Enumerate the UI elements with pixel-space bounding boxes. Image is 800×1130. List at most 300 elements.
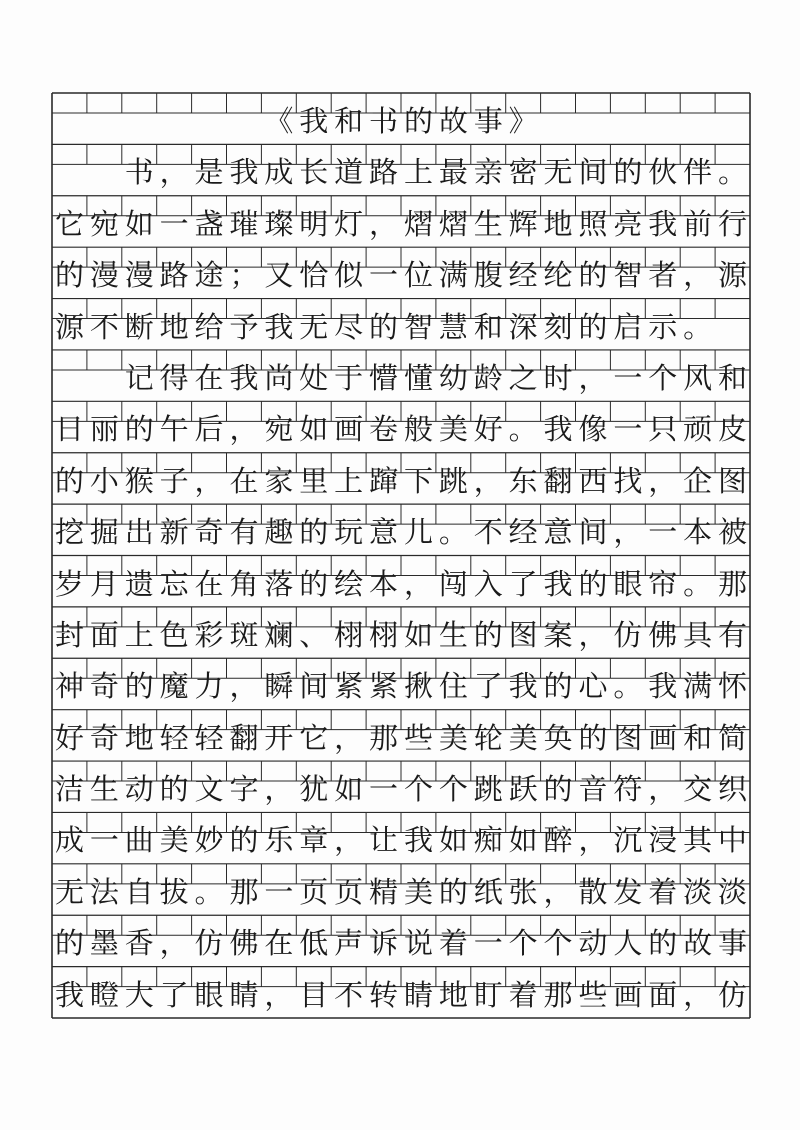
paragraph-2-char: 法 (89, 874, 119, 909)
paragraph-2-char: 只 (648, 412, 678, 447)
paragraph-2-char: 。 (194, 874, 224, 909)
paragraph-2-char: 神 (54, 669, 84, 704)
paragraph-2-char: 小 (89, 463, 119, 498)
paragraph-2-char: 精 (369, 874, 399, 909)
paragraph-2-char: ， (334, 823, 364, 858)
paragraph-2-char: 犹 (299, 772, 329, 807)
paragraph-1-char: 慧 (438, 309, 468, 344)
paragraph-2-char: 之 (508, 360, 538, 395)
paragraph-2-char: 的 (54, 926, 84, 961)
paragraph-2-char: 我 (229, 360, 259, 395)
paragraph-2-char: 画 (648, 720, 678, 755)
paragraph-2-char: 绘 (334, 566, 364, 601)
paragraph-2-char: 美 (508, 720, 538, 755)
paragraph-2-char: 跳 (438, 463, 468, 498)
paragraph-2-char: 自 (124, 874, 154, 909)
paragraph-2-char: ， (264, 977, 294, 1012)
paragraph-2-char: 些 (403, 720, 433, 755)
paragraph-2-char: 忘 (159, 566, 189, 601)
paragraph-1-char: 熠 (403, 206, 433, 241)
paragraph-2-char: 纸 (473, 874, 503, 909)
paragraph-2-char: 午 (159, 412, 189, 447)
paragraph-2-char: 经 (508, 515, 538, 550)
paragraph-2-char: 闯 (438, 566, 468, 601)
paragraph-1-char: 宛 (89, 206, 119, 241)
paragraph-2-char: 下 (403, 463, 433, 498)
paragraph-1-char: 无 (543, 155, 573, 190)
paragraph-2-char: 间 (578, 515, 608, 550)
paragraph-2-char: 满 (683, 669, 713, 704)
paragraph-1-char: 最 (438, 155, 468, 190)
paragraph-2-char: ， (648, 463, 678, 498)
paragraph-2-char: 中 (718, 823, 748, 858)
paragraph-2-char: ， (334, 720, 364, 755)
paragraph-2-char: 的 (578, 566, 608, 601)
paragraph-2-char: 力 (194, 669, 224, 704)
paragraph-2-char: 发 (613, 874, 643, 909)
paragraph-2-char: 面 (648, 977, 678, 1012)
paragraph-2-char: ， (578, 617, 608, 652)
paragraph-2-char: 故 (683, 926, 713, 961)
paragraph-2-char: 在 (229, 463, 259, 498)
paragraph-2-char: 我 (508, 669, 538, 704)
paragraph-2-char: 着 (508, 977, 538, 1012)
paragraph-2-char: 散 (578, 874, 608, 909)
paragraph-1-char: 的 (369, 309, 399, 344)
paragraph-2-char: 眼 (613, 566, 643, 601)
paragraph-1-char: ， (683, 258, 713, 293)
paragraph-2-char: 被 (718, 515, 748, 550)
paragraph-1-char: 我 (229, 155, 259, 190)
title-char: 的 (403, 104, 433, 138)
paragraph-1-char: 的 (54, 258, 84, 293)
paragraph-2-char: ， (578, 823, 608, 858)
paragraph-2-char: 如 (334, 772, 364, 807)
paragraph-2-char: 岁 (54, 566, 84, 601)
paragraph-2-char: 出 (124, 515, 154, 550)
paragraph-2-char: 醉 (543, 823, 573, 858)
paragraph-2-char: 拔 (159, 874, 189, 909)
paragraph-2-char: 仿 (718, 977, 748, 1012)
paragraph-2-char: 字 (229, 772, 259, 807)
paragraph-2-char: 一 (369, 772, 399, 807)
paragraph-2-char: 在 (194, 360, 224, 395)
paragraph-2-char: 。 (438, 515, 468, 550)
paragraph-2-char: 的 (299, 566, 329, 601)
paragraph-2-char: 美 (438, 412, 468, 447)
paragraph-2-char: 简 (718, 720, 748, 755)
paragraph-2-char: 说 (403, 926, 433, 961)
paragraph-2-char: ， (473, 463, 503, 498)
paragraph-2-char: 画 (613, 977, 643, 1012)
paragraph-2-char: 佛 (229, 926, 259, 961)
paragraph-1-char: 给 (194, 309, 224, 344)
paragraph-1-char: 启 (613, 309, 643, 344)
paragraph-2-char: 成 (54, 823, 84, 858)
paragraph-2-char: 丽 (89, 412, 119, 447)
paragraph-1-char: 长 (299, 155, 329, 190)
paragraph-2-char: 意 (369, 515, 399, 550)
paragraph-2-char: 日 (54, 412, 84, 447)
paragraph-2-char: 栩 (334, 617, 364, 652)
paragraph-2-char: 个 (438, 772, 468, 807)
paragraph-2-char: 的 (299, 515, 329, 550)
paragraph-2-char: 个 (648, 360, 678, 395)
paragraph-1-char: 灯 (334, 206, 364, 241)
paragraph-2-char: 的 (124, 669, 154, 704)
paragraph-2-char: 紧 (334, 669, 364, 704)
paragraph-2-char: 如 (403, 617, 433, 652)
paragraph-1-char: 如 (124, 206, 154, 241)
paragraph-2-char: 皮 (718, 412, 748, 447)
paragraph-1-char: 和 (473, 309, 503, 344)
paragraph-2-char: 紧 (369, 669, 399, 704)
paragraph-2-char: 心 (578, 669, 608, 704)
paragraph-2-char: 魔 (159, 669, 189, 704)
paragraph-2-char: 的 (438, 874, 468, 909)
paragraph-2-char: 上 (334, 463, 364, 498)
paragraph-2-char: 一 (473, 926, 503, 961)
paragraph-2-char: 不 (473, 515, 503, 550)
paragraph-2-char: 本 (683, 515, 713, 550)
paragraph-2-char: 面 (89, 617, 119, 652)
paragraph-2-char: 住 (438, 669, 468, 704)
paragraph-2-char: 蹿 (369, 463, 399, 498)
paragraph-2-char: 那 (229, 874, 259, 909)
paragraph-2-char: 妙 (194, 823, 224, 858)
paragraph-1-char: 不 (89, 309, 119, 344)
paragraph-1-char: 示 (648, 309, 678, 344)
paragraph-2-char: 轻 (194, 720, 224, 755)
paragraph-2-char: 文 (194, 772, 224, 807)
paragraph-2-char: 落 (264, 566, 294, 601)
paragraph-2-char: 事 (718, 926, 748, 961)
paragraph-2-char: 我 (543, 566, 573, 601)
paragraph-2-char: 宛 (264, 412, 294, 447)
paragraph-1-char: 纶 (543, 258, 573, 293)
paragraph-2-char: 个 (543, 926, 573, 961)
title-char: 故 (438, 104, 468, 138)
paragraph-2-char: 龄 (473, 360, 503, 395)
paragraph-2-char: ， (683, 977, 713, 1012)
paragraph-2-char: 沉 (613, 823, 643, 858)
paragraph-2-char: 有 (718, 617, 748, 652)
paragraph-2-char: 的 (54, 463, 84, 498)
paragraph-2-char: 、 (299, 617, 329, 652)
paragraph-1-char: 璀 (229, 206, 259, 241)
paragraph-1-char: 亲 (473, 155, 503, 190)
paragraph-2-char: 它 (299, 720, 329, 755)
paragraph-2-char: 斓 (264, 617, 294, 652)
paragraph-1-char: 亮 (613, 206, 643, 241)
paragraph-2-char: 奂 (543, 720, 573, 755)
paragraph-1-char: 上 (403, 155, 433, 190)
paragraph-2-char: 一 (648, 515, 678, 550)
paragraph-2-char: 好 (473, 412, 503, 447)
paragraph-2-char: 的 (229, 823, 259, 858)
paragraph-2-char: 色 (159, 617, 189, 652)
paragraph-2-char: 了 (159, 977, 189, 1012)
paragraph-2-char: 低 (299, 926, 329, 961)
paragraph-1-char: 一 (159, 206, 189, 241)
paragraph-2-char: 的 (473, 617, 503, 652)
paragraph-2-char: 的 (578, 720, 608, 755)
paragraph-2-char: 交 (683, 772, 713, 807)
paragraph-2-char: 像 (578, 412, 608, 447)
paragraph-2-char: 浸 (648, 823, 678, 858)
paragraph-2-char: 。 (683, 566, 713, 601)
paragraph-1-char: 断 (124, 309, 154, 344)
paragraph-1-char: 者 (648, 258, 678, 293)
paragraph-2-char: ， (264, 772, 294, 807)
paragraph-2-char: 角 (229, 566, 259, 601)
paragraph-1-char: 伙 (648, 155, 678, 190)
paragraph-2-char: 在 (194, 566, 224, 601)
paragraph-2-char: 时 (543, 360, 573, 395)
paragraph-2-char: 页 (334, 874, 364, 909)
paragraph-2-char: 封 (54, 617, 84, 652)
paragraph-2-char: 斑 (229, 617, 259, 652)
title-char: 《 (264, 104, 294, 138)
paragraph-2-char: 了 (473, 669, 503, 704)
title-char: 书 (369, 104, 399, 138)
paragraph-2-char: 怀 (718, 669, 748, 704)
paragraph-1-char: 书 (124, 155, 154, 190)
paragraph-2-char: 一 (613, 412, 643, 447)
paragraph-2-char: 一 (613, 360, 643, 395)
paragraph-2-char: 卷 (369, 412, 399, 447)
paragraph-2-char: 后 (194, 412, 224, 447)
paragraph-2-char: 和 (718, 360, 748, 395)
paragraph-2-char: 懵 (369, 360, 399, 395)
paragraph-2-char: 美 (159, 823, 189, 858)
paragraph-2-char: 。 (508, 412, 538, 447)
paragraph-2-char: 懂 (403, 360, 433, 395)
paragraph-2-char: 开 (264, 720, 294, 755)
paragraph-1-char: 的 (578, 258, 608, 293)
paragraph-1-char: 途 (194, 258, 224, 293)
paragraph-2-char: 玩 (334, 515, 364, 550)
paragraph-2-char: 尚 (264, 360, 294, 395)
paragraph-2-char: 企 (683, 463, 713, 498)
paragraph-2-char: 曲 (124, 823, 154, 858)
paragraph-1-char: 满 (438, 258, 468, 293)
paragraph-2-char: 上 (124, 617, 154, 652)
paragraph-2-char: 家 (264, 463, 294, 498)
paragraph-2-char: 盯 (473, 977, 503, 1012)
paragraph-1-char: 似 (334, 258, 364, 293)
paragraph-2-char: 着 (648, 874, 678, 909)
paragraph-1-char: 路 (159, 258, 189, 293)
paragraph-2-char: 转 (369, 977, 399, 1012)
paragraph-2-char: 些 (578, 977, 608, 1012)
paragraph-2-char: 的 (543, 772, 573, 807)
paragraph-2-char: 瞬 (264, 669, 294, 704)
paragraph-2-char: 我 (403, 823, 433, 858)
paragraph-2-char: 让 (369, 823, 399, 858)
paragraph-2-char: 动 (578, 926, 608, 961)
paragraph-1-char: 恰 (299, 258, 329, 293)
paragraph-1-char: 。 (683, 309, 713, 344)
paragraph-2-char: 新 (159, 515, 189, 550)
paragraph-1-char: 源 (54, 309, 84, 344)
paragraph-2-char: 生 (438, 617, 468, 652)
paragraph-1-char: 又 (264, 258, 294, 293)
paragraph-2-char: 声 (334, 926, 364, 961)
paragraph-1-char: 明 (299, 206, 329, 241)
paragraph-1-char: 。 (718, 155, 748, 190)
paragraph-2-char: 画 (334, 412, 364, 447)
paragraph-1-char: 辉 (508, 206, 538, 241)
paragraph-1-char: 刻 (543, 309, 573, 344)
paragraph-1-char: 我 (264, 309, 294, 344)
paragraph-2-char: 得 (159, 360, 189, 395)
paragraph-2-char: 个 (403, 772, 433, 807)
paragraph-2-char: 章 (299, 823, 329, 858)
paragraph-1-char: 无 (299, 309, 329, 344)
paragraph-1-char: 智 (403, 309, 433, 344)
paragraph-1-char: 漫 (124, 258, 154, 293)
paragraph-2-char: 西 (578, 463, 608, 498)
paragraph-2-char: 趣 (264, 515, 294, 550)
paragraph-2-char: 般 (403, 412, 433, 447)
paragraph-1-char: 璨 (264, 206, 294, 241)
paragraph-2-char: 生 (89, 772, 119, 807)
paragraph-2-char: 香 (124, 926, 154, 961)
paragraph-1-char: 予 (229, 309, 259, 344)
paragraph-1-char: 行 (718, 206, 748, 241)
paragraph-2-char: 奇 (89, 720, 119, 755)
paragraph-2-char: ， (159, 926, 189, 961)
paragraph-1-char: 的 (613, 155, 643, 190)
paragraph-1-char: 腹 (473, 258, 503, 293)
paragraph-2-char: 掘 (89, 515, 119, 550)
paragraph-1-char: 生 (473, 206, 503, 241)
paragraph-2-char: 子 (159, 463, 189, 498)
paragraph-2-char: 一 (264, 874, 294, 909)
paragraph-2-char: 的 (159, 772, 189, 807)
paragraph-2-char: 于 (334, 360, 364, 395)
paragraph-2-char: 的 (124, 412, 154, 447)
paragraph-2-char: 着 (438, 926, 468, 961)
paragraph-2-char: 和 (683, 720, 713, 755)
paragraph-2-char: 在 (264, 926, 294, 961)
title-char: 事 (473, 104, 503, 138)
paragraph-2-char: 幼 (438, 360, 468, 395)
paragraph-2-char: 我 (54, 977, 84, 1012)
paragraph-2-char: 美 (403, 874, 433, 909)
paragraph-2-char: ， (543, 874, 573, 909)
paragraph-2-char: 我 (543, 412, 573, 447)
paragraph-2-char: 图 (718, 463, 748, 498)
paragraph-2-char: 间 (299, 669, 329, 704)
paragraph-1-char: 位 (403, 258, 433, 293)
paragraph-2-char: 风 (683, 360, 713, 395)
title-char: 我 (299, 104, 329, 138)
paragraph-1-char: 它 (54, 206, 84, 241)
paragraph-2-char: 轻 (159, 720, 189, 755)
paragraph-2-char: 淡 (718, 874, 748, 909)
paragraph-1-char: 我 (648, 206, 678, 241)
paragraph-2-char: 东 (508, 463, 538, 498)
paragraph-2-char: 入 (473, 566, 503, 601)
paragraph-2-char: 奇 (89, 669, 119, 704)
paragraph-1-char: 源 (718, 258, 748, 293)
paragraph-2-char: 栩 (369, 617, 399, 652)
title-char: 和 (334, 104, 364, 138)
paragraph-2-char: 如 (299, 412, 329, 447)
paragraph-2-char: 轮 (473, 720, 503, 755)
paragraph-2-char: 了 (508, 566, 538, 601)
paragraph-2-char: 图 (508, 617, 538, 652)
paragraph-2-char: 美 (438, 720, 468, 755)
paragraph-2-char: 瞪 (89, 977, 119, 1012)
paragraph-1-char: 经 (508, 258, 538, 293)
paragraph-1-char: 漫 (89, 258, 119, 293)
paragraph-2-char: 张 (508, 874, 538, 909)
paragraph-1-char: 的 (578, 309, 608, 344)
paragraph-2-char: 那 (543, 977, 573, 1012)
paragraph-2-char: 大 (124, 977, 154, 1012)
paragraph-2-char: 跳 (473, 772, 503, 807)
paragraph-2-char: 本 (369, 566, 399, 601)
paragraph-2-char: 目 (299, 977, 329, 1012)
paragraph-2-char: 页 (299, 874, 329, 909)
paragraph-1-char: ， (159, 155, 189, 190)
paragraph-2-char: 猴 (124, 463, 154, 498)
paragraph-2-char: ， (229, 669, 259, 704)
paragraph-2-char: 图 (613, 720, 643, 755)
paragraph-2-char: 彩 (194, 617, 224, 652)
paragraph-1-char: ， (369, 206, 399, 241)
paragraph-1-char: 路 (369, 155, 399, 190)
paragraph-1-char: 是 (194, 155, 224, 190)
paragraph-2-char: 无 (54, 874, 84, 909)
paragraph-2-char: 其 (683, 823, 713, 858)
paragraph-2-char: 帘 (648, 566, 678, 601)
paragraph-1-char: 道 (334, 155, 364, 190)
paragraph-2-char: 记 (124, 360, 154, 395)
paragraph-2-char: 的 (648, 926, 678, 961)
paragraph-2-char: 月 (89, 566, 119, 601)
paragraph-2-char: ， (403, 566, 433, 601)
paragraph-2-char: 乐 (264, 823, 294, 858)
paragraph-2-char: 符 (613, 772, 643, 807)
paragraph-2-char: 音 (578, 772, 608, 807)
paragraph-2-char: 挖 (54, 515, 84, 550)
paragraph-2-char: 揪 (403, 669, 433, 704)
paragraph-1-char: 尽 (334, 309, 364, 344)
paragraph-2-char: 佛 (648, 617, 678, 652)
paragraph-2-char: 顽 (683, 412, 713, 447)
paragraph-2-char: 痴 (473, 823, 503, 858)
paragraph-2-char: 如 (508, 823, 538, 858)
paragraph-1-char: 地 (159, 309, 189, 344)
paragraph-2-char: 里 (299, 463, 329, 498)
paragraph-2-char: 好 (54, 720, 84, 755)
paragraph-2-char: 有 (229, 515, 259, 550)
paragraph-1-char: 深 (508, 309, 538, 344)
paragraph-2-char: 找 (613, 463, 643, 498)
paragraph-2-char: 地 (124, 720, 154, 755)
paragraph-2-char: 。 (613, 669, 643, 704)
paragraph-1-char: 智 (613, 258, 643, 293)
paragraph-2-char: 奇 (194, 515, 224, 550)
paragraph-2-char: 遗 (124, 566, 154, 601)
paragraph-1-char: 前 (683, 206, 713, 241)
paragraph-2-char: 我 (648, 669, 678, 704)
paragraph-2-char: 地 (438, 977, 468, 1012)
